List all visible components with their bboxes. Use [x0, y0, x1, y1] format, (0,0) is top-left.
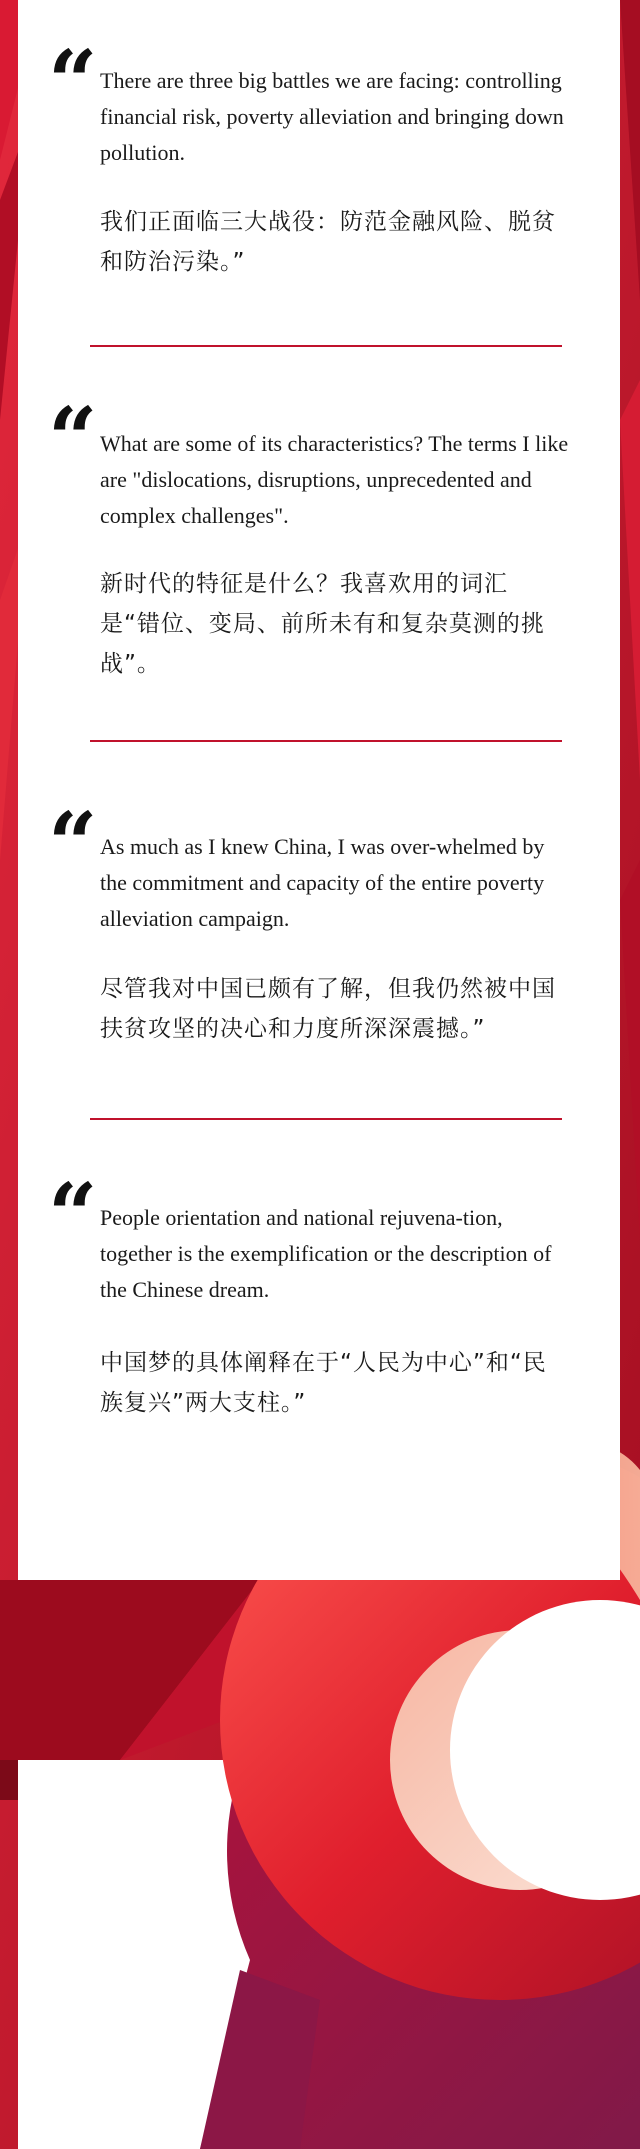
quote-chinese-text: 中国梦的具体阐释在于“人民为中心”和“民族复兴”两大支柱。”	[100, 1350, 547, 1416]
quote-english-text: There are three big battles we are facing: controlling financial risk, poverty alleviation and bringing down pollution.	[100, 68, 564, 165]
divider	[90, 740, 562, 742]
quote-chinese-text: 新时代的特征是什么？我喜欢用的词汇是“错位、变局、前所未有和复杂莫测的挑战”。	[100, 571, 545, 677]
quote-english-text: What are some of its characteristics? The terms I like are "dislocations, disruptions, unprecedented and complex challenges".	[100, 431, 569, 528]
quote-mark-icon: “	[48, 794, 92, 895]
divider	[90, 1118, 562, 1120]
quote-chinese-text: 尽管我对中国已颇有了解，但我仍然被中国扶贫攻坚的决心和力度所深深震撼。”	[100, 976, 556, 1042]
quote-card	[18, 0, 620, 1580]
quote-mark-icon: “	[48, 32, 92, 133]
quote-english-text: As much as I knew China, I was over-whelmed by the commitment and capacity of the entire poverty alleviation campaign.	[100, 834, 545, 931]
quote-english-text: People orientation and national rejuvena-tion, together is the exemplification or the description of the Chinese dream.	[100, 1205, 552, 1302]
quote-mark-icon: “	[48, 1165, 92, 1266]
quote-mark-icon: “	[48, 389, 92, 490]
quote-chinese-text: 我们正面临三大战役：防范金融风险、脱贫和防治污染。”	[100, 209, 556, 275]
divider	[90, 345, 562, 347]
